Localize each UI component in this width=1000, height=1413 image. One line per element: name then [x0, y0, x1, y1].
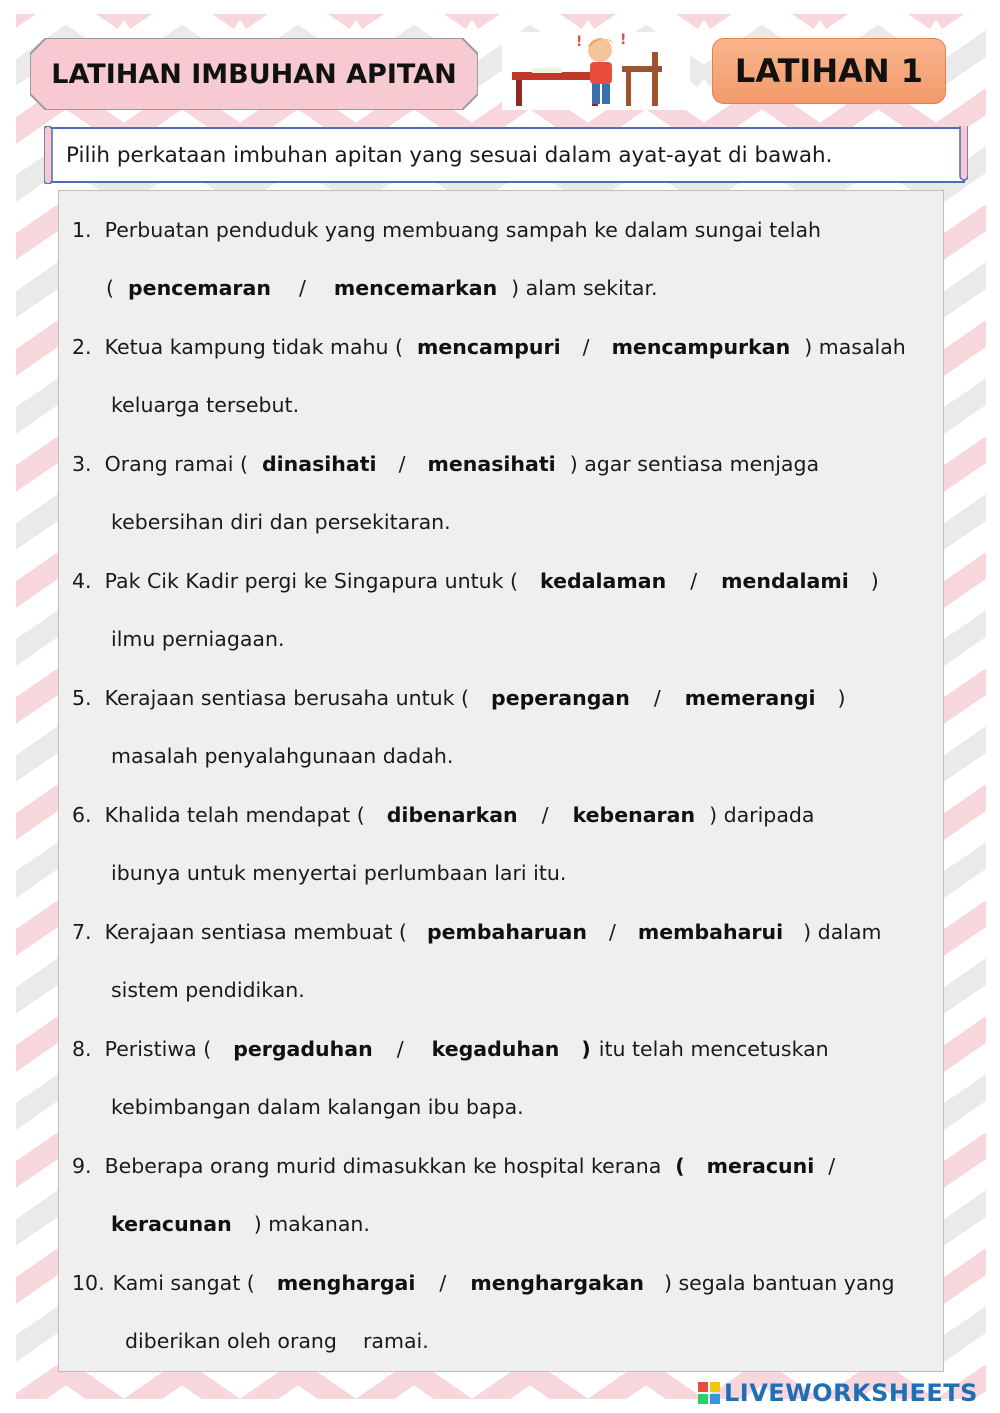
question-2-line-1 [72, 337, 906, 358]
option-1[interactable]: dibenarkan [386, 803, 518, 827]
option-1[interactable]: peperangan [491, 686, 630, 710]
instruction-banner [44, 126, 968, 184]
option-2[interactable]: membaharui [637, 920, 784, 944]
option-1[interactable]: pergaduhan [233, 1037, 373, 1061]
question-8-line-2: kebimbangan dalam kalangan ibu bapa. [111, 1095, 524, 1119]
option-1[interactable]: meracuni [706, 1154, 815, 1178]
option-separator: / [828, 1154, 836, 1178]
question-9-line-1 [72, 1156, 835, 1177]
question-number: 1. [72, 218, 92, 242]
worksheet-title-banner [30, 38, 478, 110]
question-text-mid: ) daripada [709, 803, 815, 827]
question-2-line-2: keluarga tersebut. [111, 393, 300, 417]
question-text-mid: itu telah mencetuskan [598, 1037, 829, 1061]
option-1[interactable]: pembaharuan [426, 920, 587, 944]
svg-text:!: ! [576, 34, 583, 50]
question-text-mid: ) dalam [803, 920, 882, 944]
questions-panel [58, 190, 944, 1372]
instruction-text: Pilih perkataan imbuhan apitan yang sesuai dalam ayat-ayat di bawah. [66, 142, 833, 168]
question-text: Kerajaan sentiasa membuat ( [104, 920, 407, 944]
question-number: 9. [72, 1154, 92, 1178]
question-5-line-1 [72, 688, 846, 709]
open-paren: ( [106, 276, 114, 300]
option-2[interactable]: memerangi [684, 686, 816, 710]
option-separator: / [690, 569, 698, 593]
svg-text:!: ! [620, 32, 627, 48]
question-number: 2. [72, 335, 92, 359]
option-2[interactable]: mencemarkan [333, 276, 498, 300]
option-2[interactable]: kegaduhan [431, 1037, 560, 1061]
question-text-end: ) alam sekitar. [511, 276, 658, 300]
question-number: 3. [72, 452, 92, 476]
question-number: 8. [72, 1037, 92, 1061]
option-separator: / [396, 1037, 404, 1061]
liveworksheets-logo [698, 1378, 978, 1408]
worksheet-title: LATIHAN IMBUHAN APITAN [51, 58, 457, 90]
question-4-line-1 [72, 571, 879, 592]
option-2[interactable]: menasihati [427, 452, 556, 476]
question-text-mid: ) segala bantuan yang [663, 1271, 895, 1295]
option-2[interactable]: keracunan [111, 1212, 232, 1236]
liveworksheets-logo-icon [698, 1382, 720, 1404]
question-text: Orang ramai ( [104, 452, 248, 476]
option-2[interactable]: kebenaran [572, 803, 696, 827]
question-text: Perbuatan penduduk yang membuang sampah ke dalam sungai telah [104, 218, 822, 242]
student-desk-illustration [502, 32, 690, 110]
option-2[interactable]: mencampurkan [611, 335, 791, 359]
option-2[interactable]: mendalami [721, 569, 849, 593]
question-8-line-1 [72, 1039, 829, 1060]
question-3-line-1 [72, 454, 819, 475]
question-text: Peristiwa ( [104, 1037, 212, 1061]
question-text-mid: ) [870, 569, 879, 593]
question-number: 5. [72, 686, 92, 710]
close-paren: ) [581, 1037, 591, 1061]
question-text-mid: ) [837, 686, 846, 710]
option-separator: / [582, 335, 590, 359]
question-9-line-2 [111, 1214, 370, 1235]
option-1[interactable]: dinasihati [261, 452, 377, 476]
question-number: 10. [72, 1271, 105, 1295]
question-text-end: ) makanan. [253, 1212, 370, 1236]
option-separator: / [439, 1271, 447, 1295]
question-text: Beberapa orang murid dimasukkan ke hospital kerana [104, 1154, 662, 1178]
question-6-line-2: ibunya untuk menyertai perlumbaan lari itu. [111, 861, 567, 885]
question-10-line-1 [72, 1273, 895, 1294]
option-separator: / [653, 686, 661, 710]
open-paren: ( [675, 1154, 685, 1178]
question-text: Ketua kampung tidak mahu ( [104, 335, 404, 359]
question-6-line-1 [72, 805, 814, 826]
question-number: 4. [72, 569, 92, 593]
question-5-line-2: masalah penyalahgunaan dadah. [111, 744, 454, 768]
option-separator: / [298, 276, 306, 300]
question-1-line-1 [72, 220, 821, 241]
option-1[interactable]: pencemaran [128, 276, 271, 300]
question-3-line-2: kebersihan diri dan persekitaran. [111, 510, 451, 534]
option-2[interactable]: menghargakan [470, 1271, 644, 1295]
question-1-line-2 [106, 278, 658, 299]
question-number: 6. [72, 803, 92, 827]
option-1[interactable]: mencampuri [417, 335, 561, 359]
question-7-line-2: sistem pendidikan. [111, 978, 305, 1002]
question-text: Kerajaan sentiasa berusaha untuk ( [104, 686, 470, 710]
question-text: Khalida telah mendapat ( [104, 803, 365, 827]
question-text: Pak Cik Kadir pergi ke Singapura untuk ( [104, 569, 519, 593]
exercise-number-badge: LATIHAN 1 [712, 38, 946, 104]
question-text-mid: ) masalah [804, 335, 906, 359]
option-separator: / [541, 803, 549, 827]
option-1[interactable]: kedalaman [540, 569, 667, 593]
question-text-mid: ) agar sentiasa menjaga [569, 452, 820, 476]
question-7-line-1 [72, 922, 882, 943]
option-separator: / [398, 452, 406, 476]
option-1[interactable]: menghargai [276, 1271, 416, 1295]
question-number: 7. [72, 920, 92, 944]
question-text: Kami sangat ( [112, 1271, 255, 1295]
question-4-line-2: ilmu perniagaan. [111, 627, 285, 651]
option-separator: / [608, 920, 616, 944]
question-10-line-2: diberikan oleh orang ramai. [125, 1329, 429, 1353]
logo-text: LIVEWORKSHEETS [724, 1379, 978, 1407]
